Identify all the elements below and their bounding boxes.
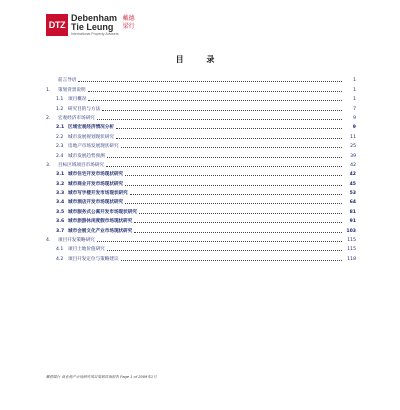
toc-entry-label: 项目开发定位与策略建议 — [68, 256, 119, 262]
logo-cn-line2: 梁行 — [122, 23, 135, 30]
toc-entry-page: 9 — [353, 115, 356, 121]
toc-entry-label: 项目概况 — [68, 97, 87, 103]
toc-entry-page: 11 — [350, 134, 356, 140]
logo-wordmark — [71, 14, 119, 37]
company-logo — [46, 14, 135, 42]
toc-entry-label: 前言导语 — [58, 78, 77, 84]
toc-entry[interactable] — [46, 243, 356, 252]
toc-entry-label: 城市旅游休闲度假市场现状研究 — [68, 219, 133, 225]
toc-entry[interactable] — [46, 196, 356, 205]
toc-entry[interactable] — [46, 93, 356, 102]
toc-entry-label: 研究目的与方法 — [68, 106, 101, 112]
toc-leader-dots — [88, 90, 342, 92]
toc-leader-dots — [102, 109, 342, 111]
toc-entry[interactable] — [46, 159, 356, 168]
toc-leader-dots — [125, 174, 342, 176]
toc-entry-label: 区域宏观经济情况分析 — [68, 125, 114, 131]
toc-entry-label: 项目开发策略研究 — [58, 238, 95, 244]
toc-entry-number: 4. — [46, 238, 51, 244]
toc-leader-dots — [139, 212, 342, 214]
toc-entry-label: 目标区域项目市场研究 — [58, 162, 104, 168]
toc-entry-label: 城市写字楼开发市场现状研究 — [68, 191, 128, 197]
page-footer: 戴德梁行 商业地产市场研究项目策划咨询报告 Page 1 of 2009年1月 — [46, 375, 157, 379]
table-of-contents — [46, 74, 356, 262]
toc-entry[interactable] — [46, 74, 356, 83]
toc-entry-number: 1. — [46, 87, 51, 93]
toc-entry-page: 53 — [349, 191, 356, 197]
toc-entry-number: 1.2 — [56, 106, 64, 112]
toc-leader-dots — [121, 259, 342, 261]
toc-entry-number: 2.3 — [56, 144, 64, 150]
toc-leader-dots — [97, 118, 342, 120]
toc-entry-page: 115 — [347, 247, 356, 253]
toc-entry-number: 4.2 — [56, 256, 64, 262]
toc-entry-page: 118 — [347, 256, 356, 262]
toc-entry[interactable] — [46, 130, 356, 139]
toc-entry-number: 3.4 — [56, 200, 65, 206]
toc-entry-label: 项目土地价值研究 — [68, 247, 105, 253]
toc-entry-label: 城市商业开发市场现状研究 — [68, 181, 124, 187]
toc-leader-dots — [121, 146, 342, 148]
toc-entry-label: 城市服务式公寓开发市场现状研究 — [68, 209, 137, 215]
logo-cn-line1: 戴德 — [122, 15, 135, 22]
logo-line2: Tie Leung — [71, 22, 114, 32]
toc-entry[interactable] — [46, 187, 356, 196]
logo-line1: Debenham — [71, 13, 118, 23]
toc-leader-dots — [107, 249, 342, 251]
logo-mark: DTZ — [46, 14, 68, 36]
toc-leader-dots — [116, 127, 342, 129]
toc-entry-page: 103 — [346, 228, 356, 234]
toc-entry-page: 1 — [353, 97, 356, 103]
toc-entry[interactable] — [46, 121, 356, 130]
toc-entry[interactable] — [46, 149, 356, 158]
page-title: 目 录 — [175, 54, 225, 64]
toc-leader-dots — [134, 231, 342, 233]
toc-entry[interactable] — [46, 224, 356, 233]
toc-entry-number: 2.2 — [56, 134, 64, 140]
toc-entry[interactable] — [46, 102, 356, 111]
toc-entry-number: 2.1 — [56, 125, 65, 131]
toc-entry-page: 42 — [349, 172, 356, 178]
toc-entry-label: 策划背景说明 — [58, 87, 86, 93]
toc-entry-page: 45 — [349, 181, 356, 187]
toc-entry-page: 1 — [353, 87, 356, 93]
toc-entry-label: 城市发展规划现状研究 — [68, 134, 114, 140]
toc-entry-page: 1 — [353, 78, 356, 84]
toc-entry-label: 城市酒店开发市场现状研究 — [68, 200, 124, 206]
toc-entry-page: 64 — [349, 200, 356, 206]
toc-entry-label: 宏观经济市场研究 — [58, 115, 95, 121]
toc-entry-number: 3.1 — [56, 172, 65, 178]
toc-entry-number: 2. — [46, 115, 51, 121]
toc-entry-number: 3.5 — [56, 209, 65, 215]
toc-leader-dots — [107, 156, 342, 158]
toc-entry[interactable] — [46, 177, 356, 186]
toc-entry-label: 城市住宅开发市场现状研究 — [68, 172, 124, 178]
toc-entry-page: 91 — [349, 219, 356, 225]
toc-entry-number: 3.2 — [56, 181, 65, 187]
toc-entry[interactable] — [46, 168, 356, 177]
toc-entry-page: 9 — [352, 125, 356, 131]
toc-leader-dots — [116, 137, 342, 139]
toc-leader-dots — [106, 165, 342, 167]
toc-leader-dots — [125, 202, 342, 204]
toc-entry-number: 2.4 — [56, 153, 64, 159]
toc-entry-label: 城市会展文化产业市场现状研究 — [68, 228, 133, 234]
logo-subtitle: International Property Advisers — [71, 32, 119, 36]
toc-leader-dots — [97, 240, 342, 242]
toc-entry[interactable] — [46, 215, 356, 224]
toc-entry-number: 3.6 — [56, 219, 65, 225]
toc-leader-dots — [78, 80, 342, 82]
logo-chinese — [123, 14, 135, 31]
toc-leader-dots — [88, 99, 342, 101]
toc-entry-label: 城市发展趋势预测 — [68, 153, 105, 159]
toc-entry[interactable] — [46, 205, 356, 214]
toc-entry[interactable] — [46, 83, 356, 92]
toc-leader-dots — [134, 221, 342, 223]
toc-leader-dots — [130, 193, 342, 195]
toc-entry-page: 7 — [353, 106, 356, 112]
toc-entry-page: 42 — [350, 162, 356, 168]
toc-entry-page: 115 — [347, 238, 356, 244]
toc-entry-page: 25 — [350, 144, 356, 150]
toc-entry[interactable] — [46, 234, 356, 243]
toc-entry-number: 3. — [46, 162, 51, 168]
toc-entry-number: 3.3 — [56, 191, 65, 197]
toc-entry-label: 房地产市场发展现状研究 — [68, 144, 119, 150]
toc-entry-number: 1.1 — [56, 97, 64, 103]
toc-entry-number: 4.1 — [56, 247, 64, 253]
toc-entry[interactable] — [46, 252, 356, 261]
toc-entry-page: 81 — [349, 209, 356, 215]
toc-entry-page: 39 — [350, 153, 356, 159]
toc-entry-number: 3.7 — [56, 228, 65, 234]
toc-entry[interactable] — [46, 112, 356, 121]
toc-entry[interactable] — [46, 140, 356, 149]
toc-leader-dots — [125, 184, 342, 186]
